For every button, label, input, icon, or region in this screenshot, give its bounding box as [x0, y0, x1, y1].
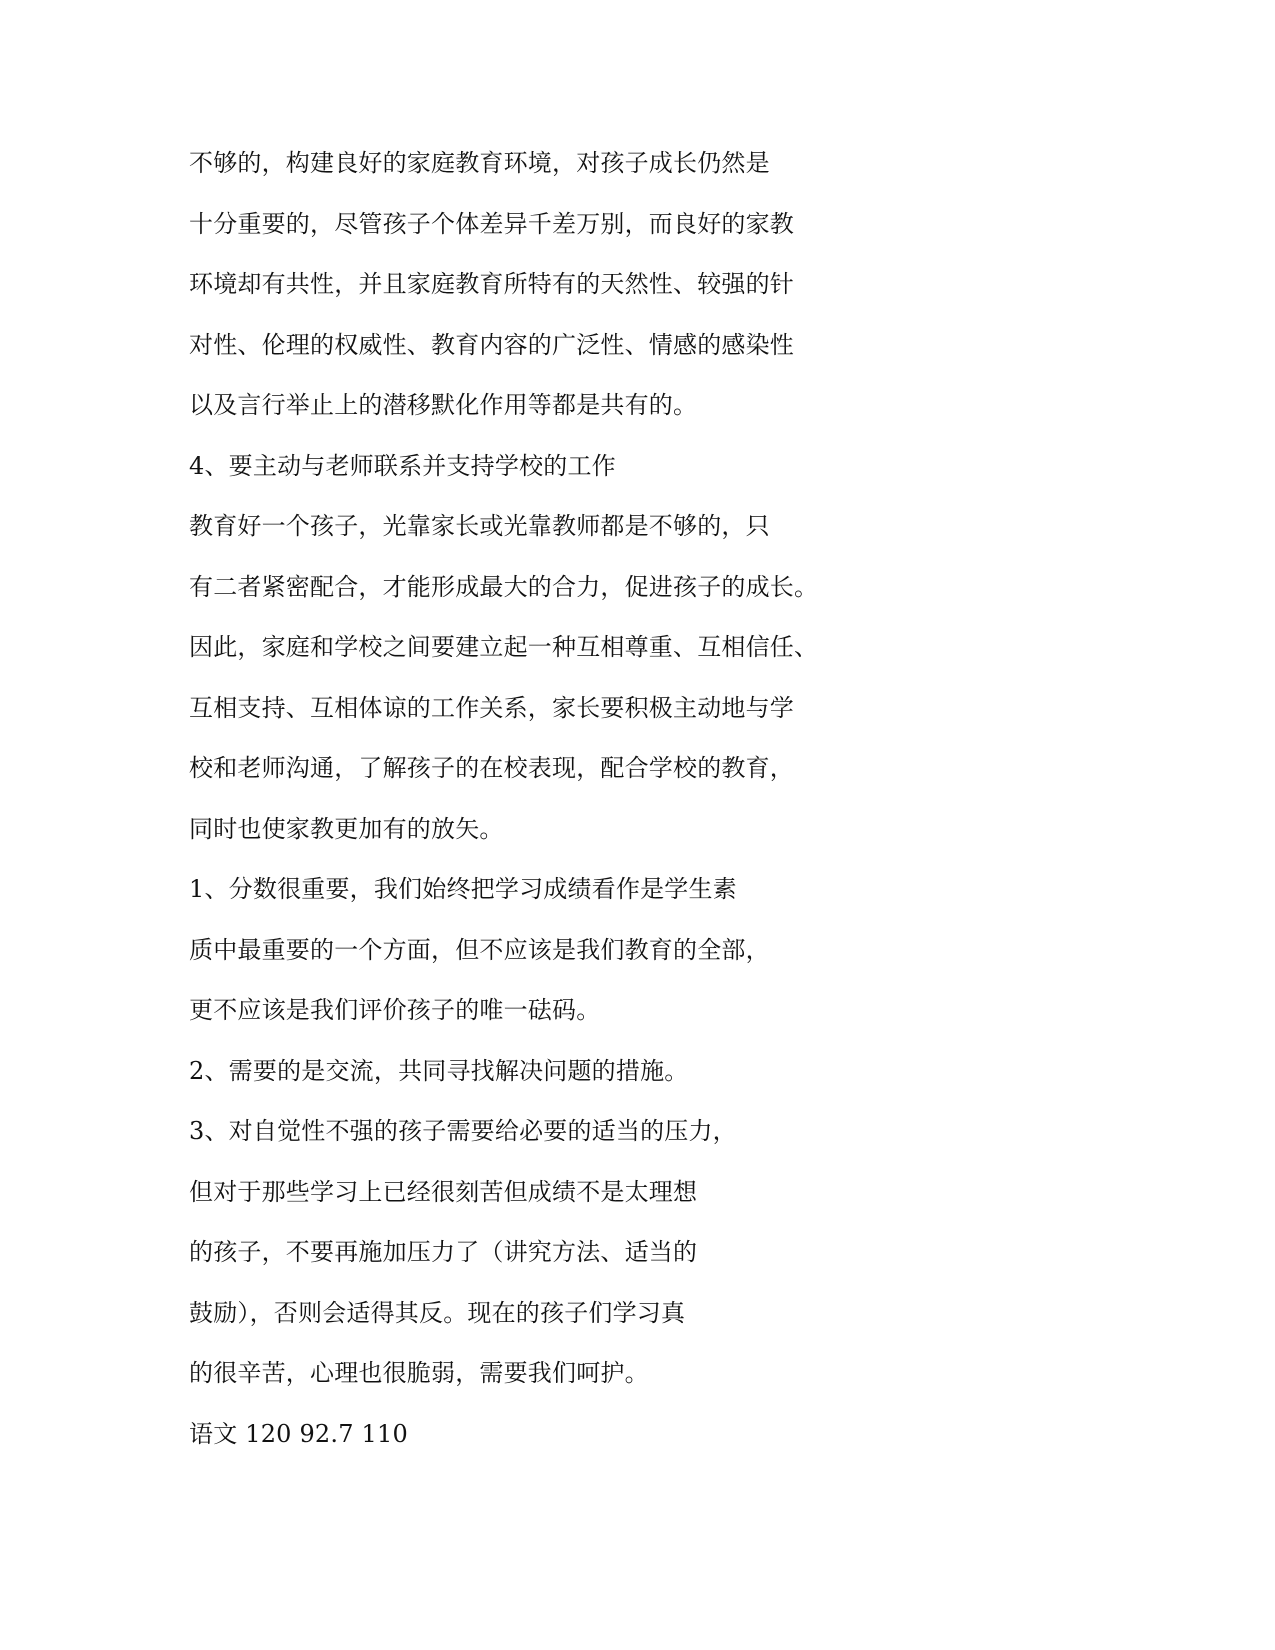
score-line: 语文 120 92.7 110 — [189, 1419, 408, 1448]
text-line-7: 教育好一个孩子，光靠家长或光靠教师都是不够的，只 — [189, 512, 770, 540]
text-line-4: 对性、伦理的权威性、教育内容的广泛性、情感的感染性 — [189, 330, 794, 359]
text-line-20: 鼓励），否则会适得其反。现在的孩子们学习真 — [189, 1298, 686, 1327]
text-line-15: 更不应该是我们评价孩子的唯一砝码。 — [189, 996, 601, 1024]
text-line-9: 因此，家庭和学校之间要建立起一种互相尊重、互相信任、 — [189, 633, 819, 661]
text-line-14: 质中最重要的一个方面，但不应该是我们教育的全部， — [189, 935, 770, 964]
text-line-10: 互相支持、互相体谅的工作关系，家长要积极主动地与学 — [189, 693, 794, 722]
text-line-12: 同时也使家教更加有的放矢。 — [189, 814, 504, 843]
text-line-21: 的很辛苦，心理也很脆弱，需要我们呵护。 — [189, 1359, 649, 1387]
list-item-1: 1、分数很重要，我们始终把学习成绩看作是学生素 — [189, 875, 737, 903]
text-line-11: 校和老师沟通，了解孩子的在校表现，配合学校的教育， — [189, 754, 794, 782]
text-line-8: 有二者紧密配合，才能形成最大的合力，促进孩子的成长。 — [189, 572, 819, 601]
text-line-1: 不够的，构建良好的家庭教育环境，对孩子成长仍然是 — [189, 149, 770, 177]
list-item-3: 3、对自觉性不强的孩子需要给必要的适当的压力， — [189, 1117, 737, 1145]
text-line-19: 的孩子，不要再施加压力了（讲究方法、适当的 — [189, 1238, 698, 1266]
section-heading-4: 4、要主动与老师联系并支持学校的工作 — [189, 451, 616, 480]
list-item-2: 2、需要的是交流，共同寻找解决问题的措施。 — [189, 1056, 689, 1085]
text-line-2: 十分重要的，尽管孩子个体差异千差万别，而良好的家教 — [189, 209, 794, 238]
text-line-3: 环境却有共性，并且家庭教育所特有的天然性、较强的针 — [189, 270, 794, 298]
text-line-18: 但对于那些学习上已经很刻苦但成绩不是太理想 — [189, 1177, 698, 1206]
text-line-5: 以及言行举止上的潜移默化作用等都是共有的。 — [189, 391, 698, 419]
body-text — [189, 145, 1089, 1476]
